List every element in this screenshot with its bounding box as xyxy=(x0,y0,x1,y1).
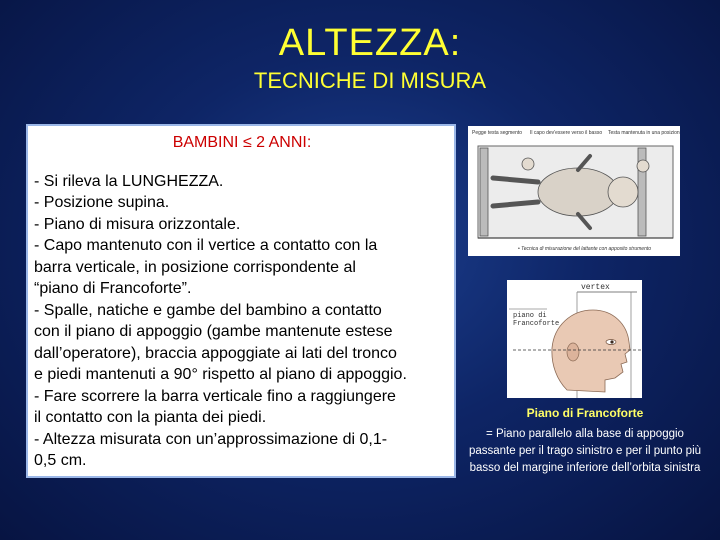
text-line: 0,5 cm. xyxy=(34,452,87,469)
figure-label-right: Testa mantenuta in una posizione xyxy=(608,130,680,136)
figure-caption: • Tecnica di misurazione del lattante con apposito strumento xyxy=(518,246,652,252)
text-line: il contatto con la pianta dei piedi. xyxy=(34,409,267,426)
frankfort-label-1: piano di xyxy=(513,312,547,320)
infant-measurement-illustration xyxy=(468,126,680,256)
figure-label-left: Pegge testa segmento xyxy=(472,130,523,136)
content-textbox xyxy=(26,124,456,478)
caption-title: Piano di Francoforte xyxy=(526,406,644,420)
text-line: dall’operatore), braccia appoggiate ai lati del tronco xyxy=(34,344,397,362)
text-line: - Piano di misura orizzontale. xyxy=(34,215,241,233)
text-line: “piano di Francoforte”. xyxy=(34,280,192,297)
caption-body: = Piano parallelo alla base di appoggio passante per il trago sinistro e per il punto più basso del margine inferiore dell’orbita sinistra xyxy=(468,428,702,474)
text-line: - Capo mantenuto con il vertice a contatto con la xyxy=(34,237,378,254)
box-heading: BAMBINI ≤ 2 ANNI: xyxy=(172,134,312,151)
text-line: - Altezza misurata con un’approssimazione di 0,1- xyxy=(34,430,388,448)
text-line: - Fare scorrere la barra verticale fino a raggiungere xyxy=(34,387,396,405)
head-profile-drawing xyxy=(507,280,642,398)
frankfort-plane-illustration xyxy=(507,280,642,398)
text-line: con il piano di appoggio (gambe mantenute estese xyxy=(34,323,393,340)
text-line: - Si rileva la LUNGHEZZA. xyxy=(34,172,224,190)
text-line: - Posizione supina. xyxy=(34,194,170,211)
text-line: barra verticale, in posizione corrispondente al xyxy=(34,258,356,276)
figure-label-mid: Il capo dev'essere verso il basso xyxy=(530,130,603,136)
text-line: e piedi mantenuti a 90° rispetto al piano di appoggio. xyxy=(34,366,407,383)
vertex-label: vertex xyxy=(581,283,610,292)
slide-title: ALTEZZA: xyxy=(278,22,462,64)
infant-board-drawing xyxy=(468,126,680,256)
frankfort-label-2: Francoforte xyxy=(513,320,560,328)
text-line: - Spalle, natiche e gambe del bambino a contatto xyxy=(34,301,382,319)
slide-subtitle: TECNICHE DI MISURA xyxy=(253,68,487,93)
